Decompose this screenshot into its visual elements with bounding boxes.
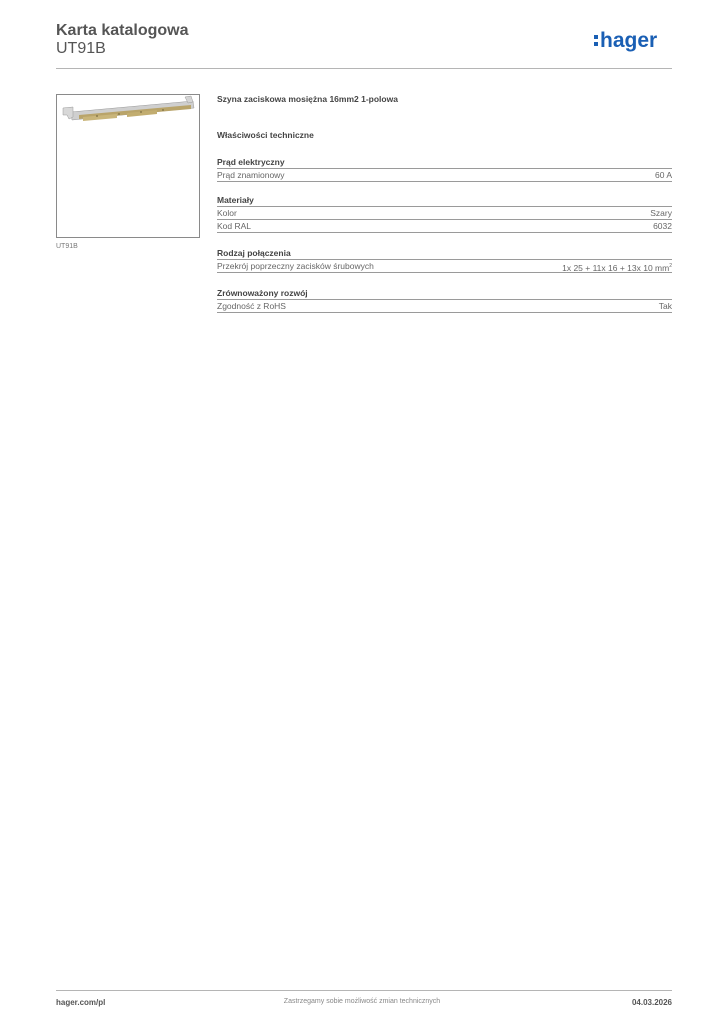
header-divider	[56, 68, 672, 69]
spec-section-current	[217, 156, 672, 182]
page-header	[56, 22, 672, 68]
spec-value: 60 A	[654, 170, 672, 180]
spec-value: 6032	[653, 221, 672, 231]
section-title: Zrównoważony rozwój	[217, 287, 672, 300]
product-image	[56, 94, 200, 238]
footer-divider	[56, 990, 672, 991]
footer-date: 04.03.2026	[631, 998, 672, 1007]
spec-label: Zgodność z RoHS	[217, 301, 286, 311]
spec-label: Kolor	[217, 208, 237, 218]
spec-row	[217, 300, 672, 313]
spec-row	[217, 207, 672, 220]
spec-row	[217, 220, 672, 233]
spec-label: Prąd znamionowy	[217, 170, 285, 180]
spec-label: Kod RAL	[217, 221, 252, 231]
footer-disclaimer: Zastrzegamy sobie możliwość zmian technicznych	[283, 998, 441, 1005]
spec-section-materials	[217, 194, 672, 233]
hager-logo	[594, 28, 672, 52]
spec-value: Szary	[650, 208, 672, 218]
product-code: UT91B	[56, 40, 106, 57]
footer-website-link[interactable]: hager.com/pl	[56, 998, 106, 1007]
section-title: Prąd elektryczny	[217, 156, 672, 169]
product-title: Szyna zaciskowa mosiężna 16mm2 1-polowa	[217, 94, 398, 104]
specs-heading: Właściwości techniczne	[217, 130, 314, 140]
busbar-illustration	[57, 95, 199, 237]
spec-label: Przekrój poprzeczny zacisków śrubowych	[217, 261, 374, 271]
spec-value: Tak	[658, 301, 672, 311]
section-title: Materiały	[217, 194, 672, 207]
spec-row	[217, 169, 672, 182]
image-caption: UT91B	[56, 243, 78, 250]
svg-text:hager: hager	[600, 29, 658, 52]
spec-section-sustainability	[217, 287, 672, 313]
document-title: Karta katalogowa	[56, 22, 189, 39]
spec-section-connection	[217, 247, 672, 273]
spec-value: 1x 25 + 11x 16 + 13x 10 $mm^2$	[562, 262, 672, 273]
section-title: Rodzaj połączenia	[217, 247, 672, 260]
spec-row	[217, 260, 672, 273]
